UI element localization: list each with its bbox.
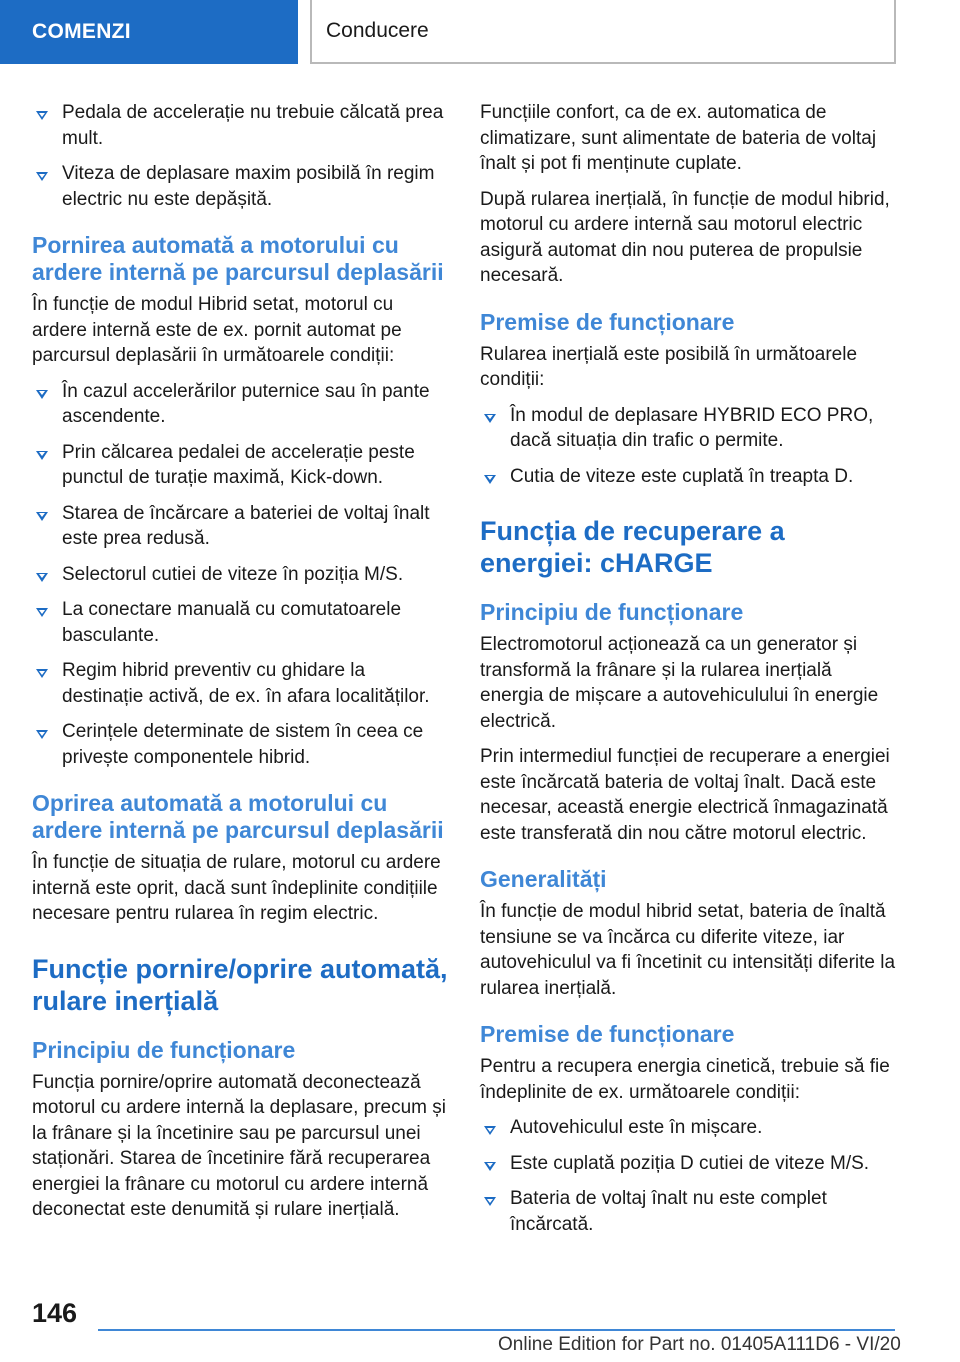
- heading-auto-start: Pornirea automată a motorului cu ardere internă pe parcursul deplasării: [32, 232, 444, 285]
- heading-operating-principle: Principiu de funcționare: [480, 599, 744, 625]
- footer-divider: [98, 1329, 895, 1331]
- triangle-bullet-icon: [36, 390, 48, 399]
- triangle-bullet-icon: [36, 111, 48, 120]
- triangle-bullet-icon: [484, 475, 496, 484]
- list-item: Regim hibrid preventiv cu ghidare la destinație activă, de ex. în afara localităților.: [32, 658, 448, 709]
- triangle-bullet-icon: [36, 451, 48, 460]
- heading-energy-recovery: Funcția de recuperare a energiei: cHARGE: [480, 516, 785, 578]
- list-item: În modul de deplasare HYBRID ECO PRO, dacă situația din trafic o permite.: [480, 403, 896, 454]
- paragraph: Prin intermediul funcției de recuperare a energiei este încărcată bateria de voltaj înalt. Dacă este necesar, această energie electrică înmagazinată este transferată din nou către motorul electric.: [480, 746, 890, 844]
- paragraph: În funcție de situația de rulare, motorul cu ardere internă este oprit, dacă sunt îndeplinite condițiile necesare pentru rularea în regim electric.: [32, 852, 441, 924]
- paragraph: După rularea inerțială, în funcție de modul hibrid, motorul cu ardere internă sau motorul electric asigură automat din nou puterea de propulsie necesară.: [480, 188, 890, 286]
- triangle-bullet-icon: [484, 414, 496, 423]
- list-item: Bateria de voltaj înalt nu este complet încărcată.: [480, 1186, 896, 1237]
- coasting-conditions-list: [480, 403, 896, 490]
- paragraph: Rularea inerțială este posibilă în următoarele condiții:: [480, 343, 858, 390]
- section-tab[interactable]: [310, 0, 896, 64]
- heading-general: Generalități: [480, 866, 607, 892]
- paragraph: Pentru a recupera energia cinetică, trebuie să fie îndeplinite de ex. următoarele condiții:: [480, 1056, 890, 1103]
- list-item: Este cuplată poziția D cutiei de viteze M/S.: [480, 1151, 896, 1177]
- list-item: La conectare manuală cu comutatoarele basculante.: [32, 597, 448, 648]
- list-item: Viteza de deplasare maxim posibilă în regim electric nu este depășită.: [32, 161, 448, 212]
- list-item: Autovehiculul este în mișcare.: [480, 1115, 896, 1141]
- list-item: Pedala de accelerație nu trebuie călcată prea mult.: [32, 100, 448, 151]
- triangle-bullet-icon: [484, 1197, 496, 1206]
- recovery-conditions-list: [480, 1115, 896, 1237]
- heading-auto-stop: Oprirea automată a motorului cu ardere internă pe parcursul deplasării: [32, 790, 444, 843]
- heading-prerequisites: Premise de funcționare: [480, 1021, 735, 1047]
- heading-prerequisites: Premise de funcționare: [480, 308, 735, 335]
- chapter-tab-label: COMENZI: [32, 20, 131, 43]
- page-number: 146: [32, 1298, 78, 1328]
- heading-start-stop-coasting: Funcție pornire/oprire automată, rulare inerțială: [32, 953, 448, 1016]
- list-item: Prin călcarea pedalei de accelerație peste punctul de turație maximă, Kick-down.: [32, 440, 448, 491]
- triangle-bullet-icon: [36, 669, 48, 678]
- list-item: Cerințele determinate de sistem în ceea ce privește componentele hibrid.: [32, 719, 448, 770]
- chapter-tab[interactable]: [0, 0, 298, 64]
- auto-start-conditions-list: [32, 379, 448, 771]
- heading-operating-principle: Principiu de funcționare: [32, 1036, 296, 1063]
- top-bullet-list: [32, 100, 448, 212]
- list-item: Starea de încărcare a bateriei de voltaj înalt este prea redusă.: [32, 501, 448, 552]
- paragraph: Funcțiile confort, ca de ex. automatica de climatizare, sunt alimentate de bateria de voltaj înalt și pot fi menținute cuplate.: [480, 102, 877, 174]
- left-column: [32, 100, 448, 1233]
- triangle-bullet-icon: [484, 1126, 496, 1135]
- right-column: [480, 100, 896, 1253]
- paragraph: În funcție de modul hibrid setat, bateria de înaltă tensiune se va încărca cu diferite viteze, iar autovehiculul va fi încetinit cu intensități diferite la rularea inerțială.: [480, 901, 896, 999]
- triangle-bullet-icon: [36, 730, 48, 739]
- triangle-bullet-icon: [484, 1162, 496, 1171]
- list-item: Selectorul cutiei de viteze în poziția M/S.: [32, 562, 448, 588]
- paragraph: Electromotorul acționează ca un generator și transformă la frânare și la rularea inerțială energia de mișcare a autovehiculului în energie electrică.: [480, 634, 879, 732]
- list-item: În cazul accelerărilor puternice sau în pante ascendente.: [32, 379, 448, 430]
- triangle-bullet-icon: [36, 573, 48, 582]
- triangle-bullet-icon: [36, 512, 48, 521]
- list-item: Cutia de viteze este cuplată în treapta D.: [480, 464, 896, 490]
- edition-footer: Online Edition for Part no. 01405A111D6 - VI/20: [498, 1334, 901, 1355]
- section-tab-label: Conducere: [326, 19, 429, 42]
- triangle-bullet-icon: [36, 608, 48, 617]
- triangle-bullet-icon: [36, 172, 48, 181]
- paragraph: În funcție de modul Hibrid setat, motorul cu ardere internă este de ex. pornit automat pe parcursul deplasării în următoarele condiții:: [32, 294, 402, 366]
- paragraph: Funcția pornire/oprire automată deconectează motorul cu ardere internă la deplasare, precum și la frânare și la încetinire sau pe parcursul unei staționări. Starea de încetinire fără recuperarea energiei la frânare cu motorul cu ardere internă deconectat este denumită și rulare inerțială.: [32, 1071, 446, 1220]
